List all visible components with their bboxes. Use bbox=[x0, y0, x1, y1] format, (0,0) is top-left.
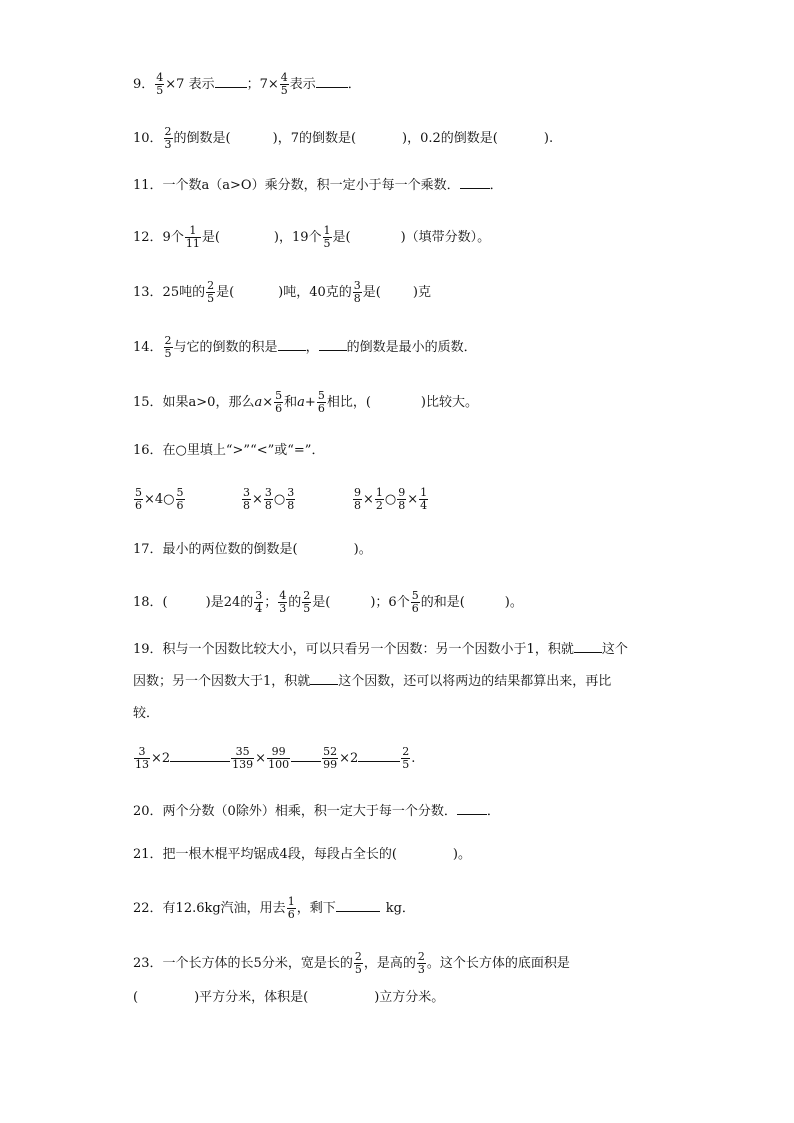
denominator: 8 bbox=[287, 499, 295, 512]
denominator: 6 bbox=[176, 499, 184, 512]
numerator: 4 bbox=[279, 589, 287, 602]
fraction bbox=[280, 72, 289, 97]
punct: ． bbox=[486, 804, 500, 819]
q17-text-0: 17．最小的两位数的倒数是( bbox=[133, 542, 298, 557]
q9-number: 9． bbox=[133, 77, 155, 92]
operator: ×2 bbox=[339, 751, 359, 766]
denominator: 5 bbox=[402, 758, 410, 771]
answer-blank[interactable] bbox=[336, 899, 380, 912]
question-23-line-2 bbox=[133, 988, 444, 1008]
fraction bbox=[417, 951, 426, 976]
operator: + bbox=[304, 395, 316, 410]
q15-text-1: 和 bbox=[284, 395, 298, 410]
q21-text-0: 21．把一根木棍平均锯成4段，每段占全长的( bbox=[133, 847, 397, 862]
numerator: 9 bbox=[354, 486, 361, 499]
question-19-line-1 bbox=[133, 640, 628, 660]
fraction bbox=[185, 225, 201, 250]
q18-text-1: )是24的 bbox=[205, 595, 254, 610]
denominator: 8 bbox=[264, 499, 272, 512]
denominator: 3 bbox=[417, 963, 425, 976]
fraction bbox=[302, 590, 311, 615]
numerator: 3 bbox=[353, 279, 361, 292]
q22-text-2: kg． bbox=[385, 901, 415, 916]
q23-text-0: 23．一个长方体的长5分米，宽是长的 bbox=[133, 956, 353, 971]
q19-text-1a: 19．积与一个因数比较大小，可以只看另一个因数：另一个因数小于1，积就 bbox=[133, 642, 574, 657]
q18-text-4: 是( bbox=[312, 595, 331, 610]
denominator: 6 bbox=[135, 499, 142, 512]
denominator: 5 bbox=[156, 84, 164, 97]
denominator: 8 bbox=[243, 499, 250, 512]
q9-text-1: ×7 表示 bbox=[165, 77, 215, 92]
question-18 bbox=[133, 590, 523, 615]
q9-text-2: ；7× bbox=[246, 77, 279, 92]
fraction bbox=[354, 951, 363, 976]
numerator: 5 bbox=[176, 486, 184, 499]
numerator: 5 bbox=[275, 389, 283, 402]
answer-blank[interactable] bbox=[291, 749, 321, 762]
operator: × bbox=[363, 492, 374, 507]
q14-text-2: ， bbox=[305, 340, 319, 355]
numerator: 5 bbox=[135, 486, 142, 499]
denominator: 3 bbox=[279, 602, 287, 615]
fraction bbox=[267, 746, 290, 771]
q15-text-0: 15．如果a>0，那么 bbox=[133, 395, 255, 410]
q12-text-2: )，19个 bbox=[273, 230, 322, 245]
numerator: 2 bbox=[207, 279, 215, 292]
q10-text-2: )，7的倒数是( bbox=[272, 131, 357, 146]
question-19-line-3 bbox=[133, 704, 159, 724]
q19-expression bbox=[133, 746, 415, 771]
q23-text-2c: )立方分米。 bbox=[374, 990, 445, 1005]
numerator: 3 bbox=[287, 486, 295, 499]
punct: ． bbox=[347, 77, 361, 92]
punct: ． bbox=[489, 178, 503, 193]
numerator: 1 bbox=[375, 486, 383, 499]
q16-expression-2 bbox=[241, 487, 296, 512]
q18-text-2: ； bbox=[264, 595, 278, 610]
question-14 bbox=[133, 335, 477, 360]
variable-a: a bbox=[254, 395, 263, 410]
q15-text-3: )比较大。 bbox=[420, 395, 478, 410]
operator: × bbox=[252, 492, 263, 507]
q23-text-2b: )平方分米，体积是( bbox=[194, 990, 309, 1005]
fraction bbox=[411, 590, 420, 615]
operator: ×2 bbox=[151, 751, 171, 766]
denominator: 6 bbox=[275, 402, 283, 415]
q18-text-7: )。 bbox=[504, 595, 523, 610]
denominator: 8 bbox=[354, 499, 361, 512]
question-23-line-1 bbox=[133, 951, 570, 976]
variable-a: a bbox=[297, 395, 305, 410]
q9-text-3: 表示 bbox=[289, 77, 316, 92]
q16-expression-3 bbox=[352, 487, 429, 512]
compare-circle: ×4○ bbox=[144, 492, 175, 507]
denominator: 2 bbox=[375, 499, 383, 512]
answer-blank[interactable] bbox=[460, 176, 490, 189]
denominator: 5 bbox=[303, 602, 311, 615]
q10-text-3: )，0.2的倒数是( bbox=[402, 131, 498, 146]
q10-number: 10． bbox=[133, 131, 163, 146]
question-12 bbox=[133, 225, 490, 250]
q21-text-1: )。 bbox=[452, 847, 471, 862]
numerator: 2 bbox=[354, 950, 362, 963]
q19-text-2a: 因数；另一个因数大于1，积就 bbox=[133, 674, 311, 689]
q19-text-2b: 这个因数，还可以将两边的结果都算出来，再比 bbox=[338, 674, 612, 689]
denominator: 8 bbox=[398, 499, 406, 512]
operator: × bbox=[262, 395, 274, 410]
question-11 bbox=[133, 176, 503, 196]
q19-text-1b: 这个 bbox=[601, 642, 628, 657]
fraction bbox=[274, 390, 283, 415]
denominator: 139 bbox=[232, 758, 254, 771]
q14-text-1: 与它的倒数的积是 bbox=[173, 340, 278, 355]
denominator: 99 bbox=[323, 758, 338, 771]
q13-text-4: )克 bbox=[412, 285, 431, 300]
q12-text-1: 是( bbox=[201, 230, 220, 245]
answer-blank[interactable] bbox=[278, 338, 306, 351]
numerator: 2 bbox=[303, 589, 311, 602]
compare-circle: ○ bbox=[273, 492, 286, 507]
numerator: 3 bbox=[264, 486, 272, 499]
fraction bbox=[401, 746, 410, 771]
q22-text-1: ，剩下 bbox=[296, 901, 336, 916]
q17-text-1: )。 bbox=[353, 542, 372, 557]
q18-text-5: )；6个 bbox=[370, 595, 410, 610]
numerator: 2 bbox=[164, 125, 172, 138]
denominator: 6 bbox=[317, 402, 325, 415]
fraction bbox=[317, 390, 326, 415]
fraction bbox=[287, 896, 296, 921]
q23-text-1: ，是高的 bbox=[363, 956, 416, 971]
q23-text-2a: ( bbox=[133, 990, 139, 1005]
numerator: 5 bbox=[317, 389, 325, 402]
question-10 bbox=[133, 126, 553, 151]
denominator: 5 bbox=[164, 347, 172, 360]
question-21 bbox=[133, 845, 471, 865]
fraction bbox=[322, 746, 338, 771]
q16-expression-1 bbox=[133, 487, 186, 512]
q10-text-4: ). bbox=[543, 131, 554, 146]
q12-text-0: 12．9个 bbox=[133, 230, 184, 245]
fraction bbox=[278, 590, 287, 615]
q13-text-0: 13．25吨的 bbox=[133, 285, 206, 300]
fraction bbox=[323, 225, 332, 250]
q12-text-4: )（填带分数）。 bbox=[400, 230, 491, 245]
q18-text-3: 的 bbox=[288, 595, 302, 610]
q16-text: 16．在○里填上“>”“<”或“=”． bbox=[133, 443, 325, 458]
q11-text: 11．一个数a（a>O）乘分数，积一定小于每一个乘数． bbox=[133, 178, 460, 193]
answer-blank[interactable] bbox=[170, 749, 230, 762]
answer-blank[interactable] bbox=[319, 338, 347, 351]
compare-circle: ○ bbox=[384, 492, 397, 507]
q14-text-0: 14． bbox=[133, 340, 163, 355]
numerator: 1 bbox=[287, 895, 295, 908]
denominator: 4 bbox=[255, 602, 263, 615]
fraction bbox=[206, 280, 215, 305]
q13-text-1: 是( bbox=[216, 285, 235, 300]
fraction bbox=[164, 335, 173, 360]
denominator: 5 bbox=[323, 237, 331, 250]
fraction bbox=[155, 72, 164, 97]
q22-text-0: 22．有12.6kg汽油，用去 bbox=[133, 901, 286, 916]
answer-blank[interactable] bbox=[574, 640, 602, 653]
q14-text-3: 的倒数是最小的质数． bbox=[346, 340, 477, 355]
numerator: 35 bbox=[231, 746, 254, 759]
fraction bbox=[375, 487, 384, 512]
question-15 bbox=[133, 390, 478, 415]
q23-text-2: 。这个长方体的底面积是 bbox=[426, 956, 570, 971]
fraction bbox=[286, 487, 295, 512]
denominator: 3 bbox=[164, 138, 172, 151]
fraction bbox=[176, 487, 185, 512]
answer-blank[interactable] bbox=[310, 672, 338, 685]
numerator: 1 bbox=[323, 224, 331, 237]
q10-text-1: 的倒数是( bbox=[173, 131, 231, 146]
operator: × bbox=[255, 751, 267, 766]
fraction bbox=[397, 487, 406, 512]
denominator: 13 bbox=[135, 758, 149, 771]
fraction bbox=[134, 746, 150, 771]
question-20 bbox=[133, 802, 500, 822]
numerator: 5 bbox=[411, 589, 419, 602]
question-22 bbox=[133, 896, 415, 921]
question-16 bbox=[133, 441, 324, 461]
fraction bbox=[419, 487, 428, 512]
q13-text-3: 是( bbox=[362, 285, 381, 300]
q12-text-3: 是( bbox=[332, 230, 351, 245]
fraction bbox=[134, 487, 143, 512]
denominator: 5 bbox=[207, 292, 215, 305]
numerator: 2 bbox=[402, 745, 410, 758]
numerator: 1 bbox=[420, 486, 428, 499]
q19-text-3: 较． bbox=[133, 706, 160, 721]
q20-text: 20．两个分数（0除外）相乘，积一定大于每一个分数． bbox=[133, 804, 457, 819]
fraction bbox=[164, 126, 173, 151]
numerator: 3 bbox=[134, 746, 150, 759]
numerator: 4 bbox=[280, 71, 288, 84]
denominator: 100 bbox=[268, 758, 290, 771]
denominator: 5 bbox=[354, 963, 362, 976]
answer-blank[interactable] bbox=[457, 802, 487, 815]
denominator: 6 bbox=[287, 908, 295, 921]
fraction bbox=[231, 746, 254, 771]
operator: × bbox=[407, 492, 419, 507]
numerator: 3 bbox=[255, 589, 263, 602]
answer-blank[interactable] bbox=[358, 749, 400, 762]
denominator: 8 bbox=[353, 292, 361, 305]
fraction bbox=[242, 487, 251, 512]
numerator: 2 bbox=[417, 950, 425, 963]
fraction bbox=[264, 487, 273, 512]
question-9 bbox=[133, 72, 361, 97]
numerator: 2 bbox=[164, 334, 172, 347]
question-19-line-2 bbox=[133, 672, 611, 692]
fraction bbox=[353, 487, 362, 512]
fraction bbox=[254, 590, 263, 615]
denominator: 11 bbox=[185, 237, 200, 250]
numerator: 4 bbox=[156, 71, 164, 84]
q13-text-2: )吨，40克的 bbox=[278, 285, 352, 300]
denominator: 4 bbox=[420, 499, 428, 512]
question-13 bbox=[133, 280, 431, 305]
fraction bbox=[353, 280, 362, 305]
numerator: 1 bbox=[185, 225, 201, 238]
question-17 bbox=[133, 540, 372, 560]
numerator: 9 bbox=[398, 486, 406, 499]
q18-text-0: 18．( bbox=[133, 595, 168, 610]
q18-text-6: 的和是( bbox=[420, 595, 465, 610]
punct: . bbox=[411, 751, 416, 766]
numerator: 99 bbox=[267, 746, 290, 759]
answer-blank[interactable] bbox=[316, 75, 348, 88]
answer-blank[interactable] bbox=[215, 75, 247, 88]
numerator: 3 bbox=[243, 486, 250, 499]
denominator: 5 bbox=[280, 84, 288, 97]
denominator: 6 bbox=[411, 602, 419, 615]
q15-text-2: 相比，( bbox=[326, 395, 371, 410]
numerator: 52 bbox=[323, 745, 338, 758]
